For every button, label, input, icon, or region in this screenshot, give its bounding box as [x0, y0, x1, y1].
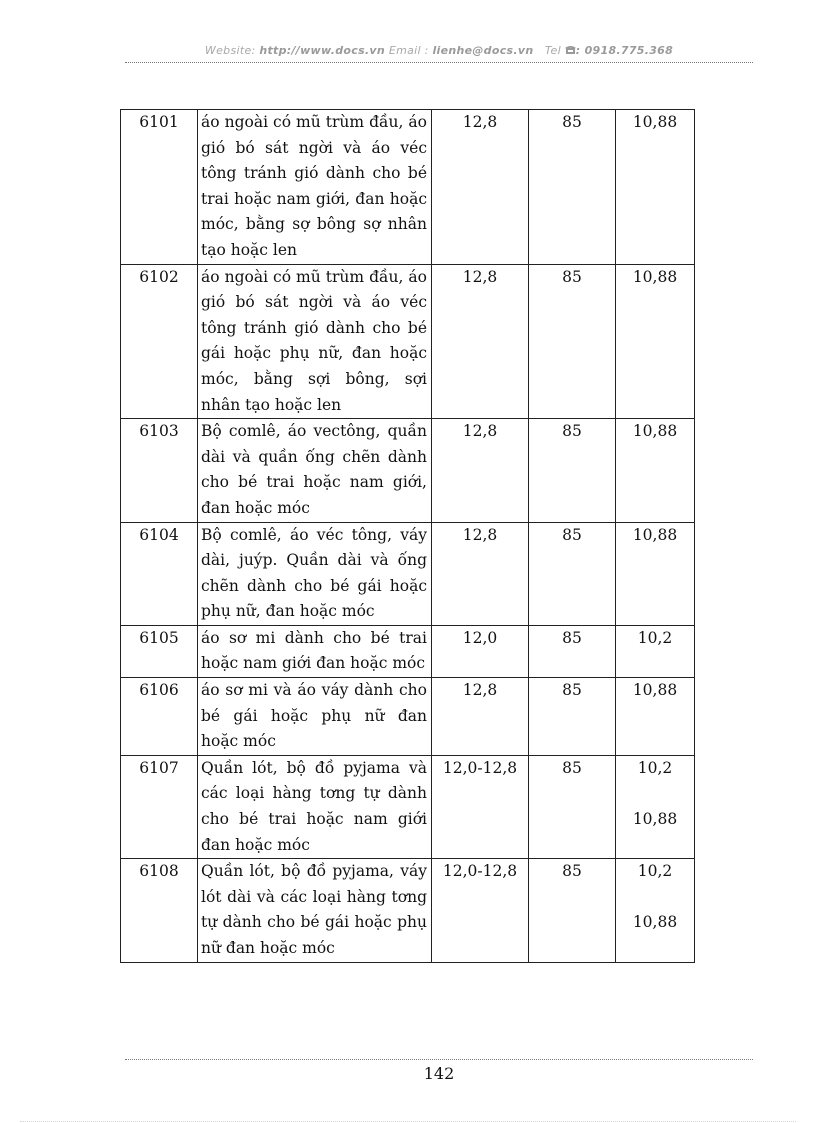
- rate-cell: 12,8: [432, 110, 529, 265]
- result-value: 10,2: [637, 628, 673, 647]
- percent-cell: 85: [529, 859, 616, 962]
- tariff-table: [120, 109, 695, 963]
- result-cell: [616, 625, 695, 677]
- tel-label: Tel: [544, 44, 561, 57]
- email-address[interactable]: lienhe@docs.vn: [432, 44, 534, 57]
- hs-code-cell: 6104: [121, 522, 198, 625]
- result-cell: [616, 859, 695, 962]
- result-value: 10,2: [637, 862, 673, 881]
- table-row: [121, 678, 695, 756]
- hs-code-cell: 6106: [121, 678, 198, 756]
- rate-cell: 12,8: [432, 419, 529, 522]
- rate-cell: 12,0-12,8: [432, 755, 529, 858]
- page-number: 142: [423, 1064, 455, 1083]
- result-cell: [616, 419, 695, 522]
- table-row: [121, 522, 695, 625]
- description-cell: áo ngoài có mũ trùm đầu, áo gió bó sát ngời và áo véc tông tránh gió dành cho bé trai hoặc nam giới, đan hoặc móc, bằng sợ bông sợ nhân tạo hoặc len: [198, 110, 432, 265]
- table-row: [121, 625, 695, 677]
- result-cell: [616, 678, 695, 756]
- result-value: 10,2: [637, 758, 673, 777]
- hs-code-cell: 6105: [121, 625, 198, 677]
- result-cell: [616, 755, 695, 858]
- description-cell: áo ngoài có mũ trùm đầu, áo gió bó sát ngời và áo véc tông tránh gió dành cho bé gái hoặc phụ nữ, đan hoặc móc, bằng sợi bông, sợi nhân tạo hoặc len: [198, 264, 432, 419]
- website-url[interactable]: http://www.docs.vn: [259, 44, 386, 57]
- hs-code-cell: 6103: [121, 419, 198, 522]
- email-label: Email :: [388, 44, 429, 57]
- description-cell: Quần lót, bộ đồ pyjama và các loại hàng tơng tự dành cho bé trai hoặc nam giới đan hoặc móc: [198, 755, 432, 858]
- result-cell: [616, 264, 695, 419]
- rate-cell: 12,8: [432, 678, 529, 756]
- rate-cell: 12,8: [432, 522, 529, 625]
- result-value: 10,88: [632, 113, 678, 131]
- hs-code-cell: 6102: [121, 264, 198, 419]
- header-divider: [125, 62, 753, 63]
- rate-cell: 12,8: [432, 264, 529, 419]
- percent-cell: 85: [529, 110, 616, 265]
- percent-cell: 85: [529, 625, 616, 677]
- percent-cell: 85: [529, 522, 616, 625]
- result-value: 10,88: [632, 681, 678, 700]
- result-cell: [616, 110, 695, 265]
- rate-cell: 12,0-12,8: [432, 859, 529, 962]
- result-value: 10,88: [632, 422, 678, 441]
- table-row: [121, 755, 695, 858]
- result-value: 10,88: [632, 810, 678, 829]
- table-row: [121, 264, 695, 419]
- bottom-border: [20, 1121, 796, 1122]
- rate-cell: 12,0: [432, 625, 529, 677]
- phone-icon: [565, 45, 576, 55]
- description-cell: Bộ comlê, áo vectông, quần dài và quần ống chẽn dành cho bé trai hoặc nam giới, đan hoặc móc: [198, 419, 432, 522]
- percent-cell: 85: [529, 264, 616, 419]
- website-label: Website:: [204, 44, 256, 57]
- percent-cell: 85: [529, 419, 616, 522]
- percent-cell: 85: [529, 678, 616, 756]
- description-cell: Bộ comlê, áo véc tông, váy dài, juýp. Quần dài và ống chẽn dành cho bé gái hoặc phụ nữ, đan hoặc móc: [198, 522, 432, 625]
- table-row: [121, 859, 695, 962]
- hs-code-cell: 6108: [121, 859, 198, 962]
- description-cell: Quần lót, bộ đồ pyjama, váy lót dài và các loại hàng tơng tự dành cho bé gái hoặc phụ nữ đan hoặc móc: [198, 859, 432, 962]
- result-value: 10,88: [632, 913, 678, 932]
- description-cell: áo sơ mi và áo váy dành cho bé gái hoặc phụ nữ đan hoặc móc: [198, 678, 432, 756]
- result-value: 10,88: [632, 525, 678, 544]
- result-cell: [616, 522, 695, 625]
- tel-number: : 0918.775.368: [575, 44, 674, 57]
- footer-divider: [125, 1059, 753, 1060]
- percent-cell: 85: [529, 755, 616, 858]
- table-row: [121, 419, 695, 522]
- result-value: 10,88: [632, 267, 678, 286]
- table-row: [121, 110, 695, 265]
- hs-code-cell: 6101: [121, 110, 198, 265]
- page-header: [125, 44, 753, 57]
- description-cell: áo sơ mi dành cho bé trai hoặc nam giới đan hoặc móc: [198, 625, 432, 677]
- hs-code-cell: 6107: [121, 755, 198, 858]
